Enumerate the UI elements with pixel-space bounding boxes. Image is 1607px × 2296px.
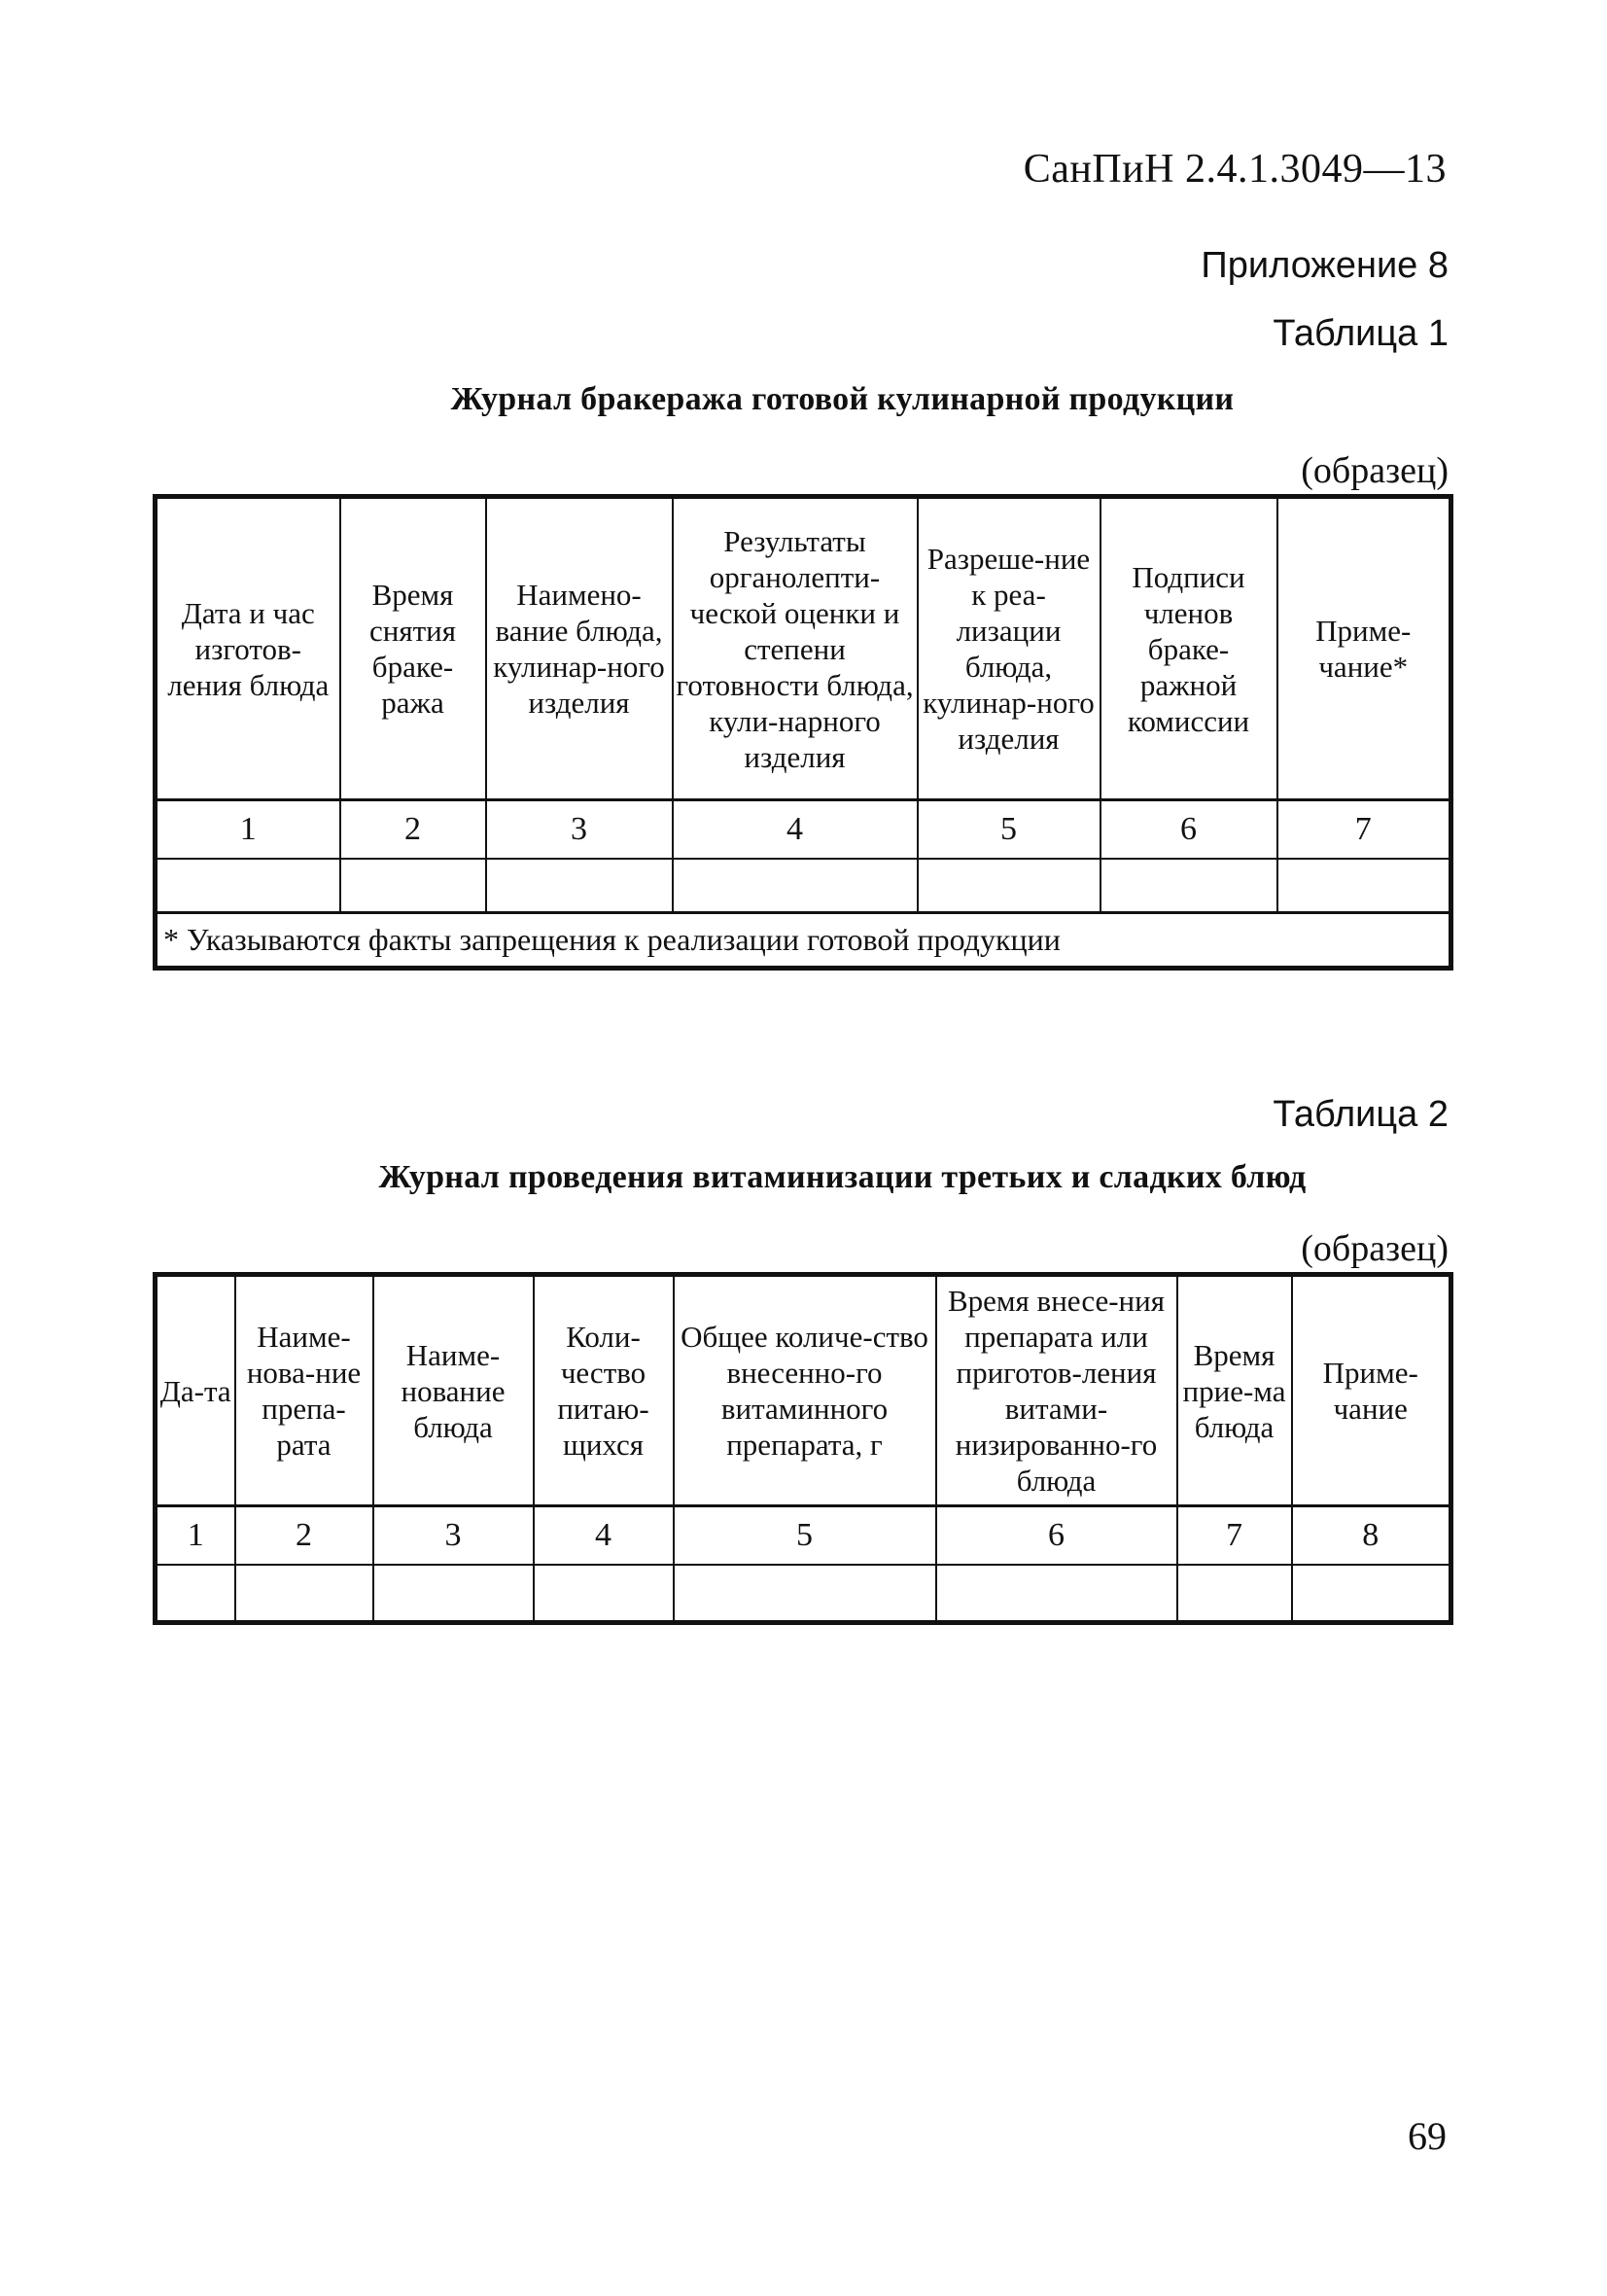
column-header: Наимено-вание блюда, кулинар-ного изделия — [486, 497, 673, 800]
empty-cell — [918, 859, 1100, 913]
empty-cell — [936, 1565, 1177, 1623]
column-number: 1 — [156, 800, 340, 859]
column-header: Наиме-нование блюда — [373, 1275, 534, 1506]
column-number: 2 — [235, 1506, 373, 1565]
table1-title: Журнал бракеража готовой кулинарной продукции — [450, 381, 1235, 417]
column-number: 4 — [534, 1506, 674, 1565]
column-header: Время прие-ма блюда — [1177, 1275, 1292, 1506]
table2-title: Журнал проведения витаминизации третьих и сладких блюд — [378, 1159, 1307, 1195]
empty-cell — [156, 859, 340, 913]
column-header: Приме-чание* — [1277, 497, 1451, 800]
column-header: Да-та — [156, 1275, 235, 1506]
column-header: Подписи членов браке-ражной комиссии — [1100, 497, 1277, 800]
empty-cell — [1277, 859, 1451, 913]
empty-cell — [673, 859, 918, 913]
column-header: Время снятия браке-ража — [340, 497, 486, 800]
table1-sample-label: (образец) — [1301, 450, 1449, 491]
column-header: Коли-чество питаю-щихся — [534, 1275, 674, 1506]
column-header: Время внесе-ния препарата или приготов-ления витами-низированно-го блюда — [936, 1275, 1177, 1506]
page-number: 69 — [1408, 2114, 1447, 2158]
empty-cell — [235, 1565, 373, 1623]
table2-label: Таблица 2 — [1273, 1094, 1449, 1135]
column-number: 8 — [1292, 1506, 1451, 1565]
appendix-label: Приложение 8 — [1201, 245, 1449, 286]
empty-cell — [1100, 859, 1277, 913]
table1-label: Таблица 1 — [1273, 313, 1449, 354]
footnote-row — [156, 913, 1451, 969]
empty-entry-row — [156, 1565, 1451, 1623]
empty-cell — [156, 1565, 235, 1623]
empty-cell — [534, 1565, 674, 1623]
document-code: СанПиН 2.4.1.3049—13 — [1023, 147, 1447, 192]
empty-cell — [674, 1565, 936, 1623]
column-header: Разреше-ние к реа-лизации блюда, кулинар-ного изделия — [918, 497, 1100, 800]
column-number: 6 — [1100, 800, 1277, 859]
column-header: Приме-чание — [1292, 1275, 1451, 1506]
empty-cell — [373, 1565, 534, 1623]
footnote: * Указываются факты запрещения к реализации готовой продукции — [156, 913, 1451, 969]
column-number: 7 — [1177, 1506, 1292, 1565]
empty-cell — [486, 859, 673, 913]
column-number: 5 — [674, 1506, 936, 1565]
column-number: 4 — [673, 800, 918, 859]
column-number: 1 — [156, 1506, 235, 1565]
empty-cell — [1292, 1565, 1451, 1623]
column-number: 3 — [373, 1506, 534, 1565]
column-number: 6 — [936, 1506, 1177, 1565]
column-number: 2 — [340, 800, 486, 859]
table-header-row — [156, 1275, 1451, 1506]
empty-cell — [340, 859, 486, 913]
rejection-journal-table — [153, 494, 1453, 971]
empty-cell — [1177, 1565, 1292, 1623]
table-header-row — [156, 497, 1451, 800]
column-header: Наиме-нова-ние препа-рата — [235, 1275, 373, 1506]
column-number: 5 — [918, 800, 1100, 859]
column-number: 3 — [486, 800, 673, 859]
column-header: Результаты органолепти-ческой оценки и степени готовности блюда, кули-нарного изделия — [673, 497, 918, 800]
column-number-row — [156, 1506, 1451, 1565]
empty-entry-row — [156, 859, 1451, 913]
column-header: Общее количе-ство внесенно-го витаминного препарата, г — [674, 1275, 936, 1506]
column-number-row — [156, 800, 1451, 859]
column-number: 7 — [1277, 800, 1451, 859]
column-header: Дата и час изготов-ления блюда — [156, 497, 340, 800]
vitaminization-journal-table — [153, 1272, 1453, 1625]
table2-sample-label: (образец) — [1301, 1228, 1449, 1269]
